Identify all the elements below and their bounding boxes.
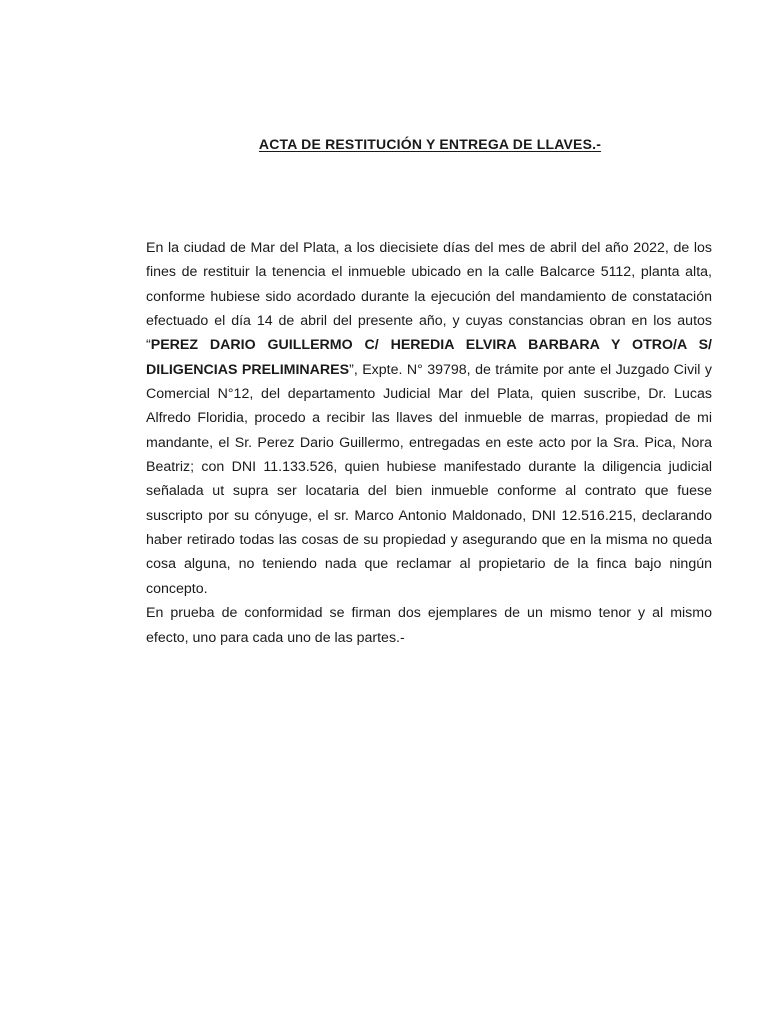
- paragraph-restitution: [146, 236, 712, 601]
- document-body: [146, 236, 712, 650]
- paragraph-conformity: En prueba de conformidad se firman dos ejemplares de un mismo tenor y al mismo efecto, uno para cada uno de las partes.-: [146, 605, 712, 646]
- document-title: ACTA DE RESTITUCIÓN Y ENTREGA DE LLAVES.-: [258, 136, 602, 152]
- paragraph-restitution-details: ”, Expte. N° 39798, de trámite por ante el Juzgado Civil y Comercial N°12, del departamento Judicial Mar del Plata, quien suscribe, Dr. Lucas Alfredo Floridia, procedo a recibir las llaves del inmueble de marras, propiedad de mi mandante, el Sr. Perez Dario Guillermo, entregadas en este acto por la Sra. Pica, Nora Beatriz; con DNI 11.133.526, quien hubiese manifestado durante la diligencia judicial señalada ut supra ser locataria del bien inmueble conforme al contrato que fuese suscripto por su cónyuge, el sr. Marco Antonio Maldonado, DNI 12.516.215, declarando haber retirado todas las cosas de su propiedad y asegurando que en la misma no queda cosa alguna, no teniendo nada que reclamar al propietario de la finca bajo ningún concepto.: [146, 361, 712, 597]
- paragraph-restitution-intro: En la ciudad de Mar del Plata, a los diecisiete días del mes de abril del año 2022, de los fines de restituir la tenencia el inmueble ubicado en la calle Balcarce 5112, planta alta, conforme hubiese sido acordado durante la ejecución del mandamiento de constatación efectuado el día 14 de abril del presente año, y cuyas constancias obran en los autos “: [146, 240, 712, 354]
- case-name: PEREZ DARIO GUILLERMO C/ HEREDIA ELVIRA BARBARA Y OTRO/A S/ DILIGENCIAS PRELIMINARES: [146, 337, 712, 378]
